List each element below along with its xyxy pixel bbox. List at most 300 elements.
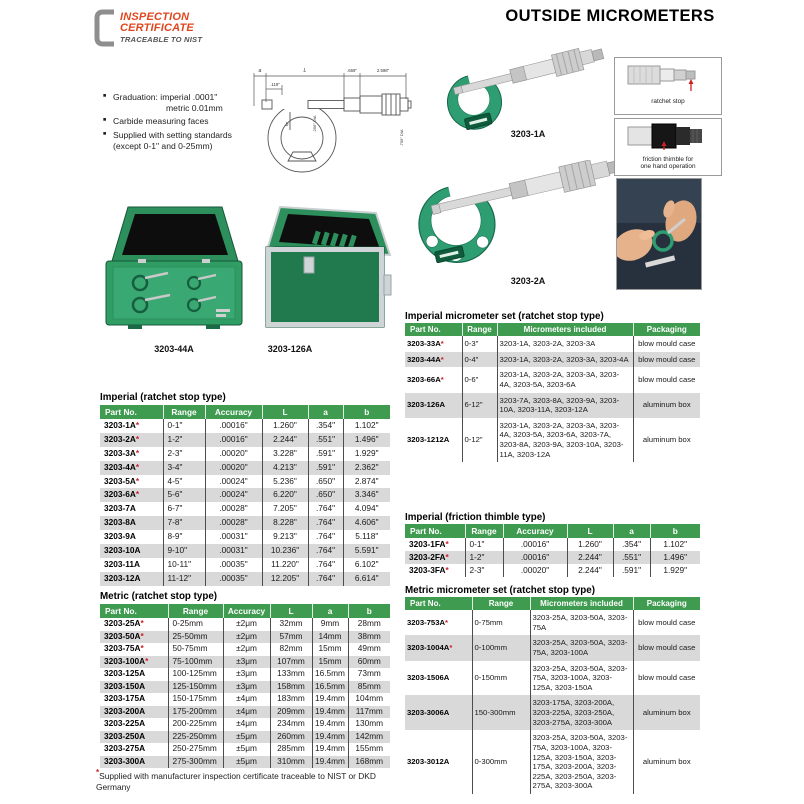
table-row (100, 544, 390, 558)
section-title-imperial-friction: Imperial (friction thimble type) (405, 512, 546, 523)
cell: blow mould case (633, 635, 700, 660)
cell: .00020" (503, 564, 567, 577)
cell: .00016" (503, 538, 567, 551)
table-row (100, 681, 390, 694)
cell: 0-4" (462, 352, 497, 368)
cell: 49mm (357, 643, 381, 654)
one-hand-operation-photo (616, 178, 702, 290)
cell: 32mm (270, 618, 312, 631)
cell: 19.4mm (312, 743, 348, 756)
cell: 2-3" (465, 564, 503, 577)
product-label-3203-126A: 3203-126A (267, 344, 313, 354)
cell: .00024" (205, 475, 262, 489)
cell: 9-10" (163, 544, 205, 558)
feature-standards (103, 130, 263, 151)
table-row (405, 730, 700, 794)
column-header: Part No. (405, 597, 472, 610)
part-number: 3203-1A* (100, 419, 163, 433)
cell: 142mm (348, 731, 390, 744)
dimension-drawing (246, 62, 412, 182)
column-header: a (312, 604, 348, 618)
cell: 1.260" (262, 419, 308, 433)
cell: .764" (308, 530, 343, 544)
cell: .764" (308, 558, 343, 572)
certificate-star: * (140, 643, 144, 654)
cell: 15mm (312, 643, 348, 656)
cell: 19.4mm (312, 718, 348, 731)
cell: 11-12" (163, 572, 205, 586)
part-number: 3203-5A* (100, 475, 163, 489)
cell: blow mould case (638, 339, 696, 348)
imperial-friction-table-container (405, 524, 700, 577)
friction-thimble-callout (614, 118, 722, 176)
cell: 2.244" (567, 564, 613, 577)
cell: ±2μm (223, 643, 270, 656)
cell: 9mm (312, 618, 348, 631)
column-header: Range (168, 604, 223, 618)
cell: .00031" (205, 544, 262, 558)
cell: 3-4" (163, 461, 205, 475)
cell: blow mould case (638, 673, 696, 683)
cell: 9.213" (262, 530, 308, 544)
cell: .764" (308, 544, 343, 558)
section-title-metric-ratchet: Metric (ratchet stop type) (100, 591, 218, 602)
part-number: 3203-3006A (405, 695, 472, 730)
cell: .764" (308, 572, 343, 586)
certificate-star: * (440, 339, 444, 348)
cell: ±5μm (223, 731, 270, 744)
feature-text: Carbide measuring faces (113, 116, 209, 127)
micrometer-3203-1A-image (428, 44, 618, 136)
cell: 7-8" (163, 516, 205, 530)
cell: 2.362" (343, 461, 390, 475)
column-header: Part No. (405, 524, 465, 538)
cell: 0-75mm (472, 610, 530, 635)
cell: 260mm (270, 731, 312, 744)
cell: 19.4mm (312, 706, 348, 719)
imperial-ratchet-table-container (100, 405, 390, 586)
cell: 3203-1A, 3203-2A, 3203-3A, 3203-4A, 3203-5A, 3203-6A, 3203-7A, 3203-8A, 3203-9A, 3203-10A, 3203-11A, 3203-12A (497, 418, 633, 463)
cell: 4-5" (163, 475, 205, 489)
cell: .764" (308, 516, 343, 530)
part-number: 3203-2A* (100, 433, 163, 447)
cell: 234mm (270, 718, 312, 731)
cell: 250-275mm (168, 743, 223, 756)
table-row (100, 433, 390, 447)
product-label-3203-44A: 3203-44A (154, 344, 194, 354)
certificate-star: * (135, 447, 140, 458)
cell: 225-250mm (168, 731, 223, 744)
imperial_set-table (405, 323, 700, 462)
cell: 25-50mm (168, 631, 223, 644)
cell: .00016" (503, 551, 567, 564)
cell: .00035" (205, 558, 262, 572)
cell: 75-100mm (168, 656, 223, 669)
cell: 3203-1A, 3203-2A, 3203-3A, 3203-4A, 3203-5A, 3203-6A (497, 367, 633, 392)
certificate-star: * (445, 551, 449, 562)
friction-thimble-label-line1: friction thimble for (642, 156, 694, 163)
cell: 38mm (348, 631, 390, 644)
section-title-imperial-ratchet: Imperial (ratchet stop type) (100, 392, 226, 403)
certificate-star: * (140, 618, 144, 629)
cell: 275-300mm (168, 756, 223, 769)
cell: .00028" (205, 502, 262, 516)
metric_ratchet-table (100, 604, 390, 768)
part-number: 3203-3A* (100, 447, 163, 461)
cell: 1.102" (663, 538, 688, 549)
cell: 2.244" (567, 551, 613, 564)
cell: 1.929" (354, 447, 379, 458)
part-number: 3203-125A (100, 668, 168, 681)
cell: 6.614" (343, 572, 390, 586)
part-number: 3203-753A* (405, 610, 472, 635)
cell: .00016" (205, 419, 262, 433)
table-row (100, 475, 390, 489)
column-header: Range (472, 597, 530, 610)
table-row (100, 743, 390, 756)
table-row (405, 551, 700, 564)
ratchet-stop-label: ratchet stop (651, 98, 685, 105)
part-number: 3203-1004A* (405, 635, 472, 660)
part-number: 3203-9A (100, 530, 163, 544)
cell: 104mm (355, 693, 384, 704)
ratchet-stop-icon (620, 61, 716, 93)
part-number: 3203-11A (100, 558, 163, 572)
part-number: 3203-275A (100, 743, 168, 756)
column-header: Micrometers included (497, 323, 633, 336)
table-row (405, 610, 700, 635)
cell: 16.5mm (312, 681, 348, 694)
cell: 150-300mm (472, 695, 530, 730)
cell: 3.346" (343, 488, 390, 502)
cell: .00016" (205, 433, 262, 447)
column-header: Micrometers included (530, 597, 633, 610)
cell: 209mm (270, 706, 312, 719)
cell: 6.102" (354, 558, 379, 569)
table-row (100, 643, 390, 656)
cell: 3203-25A, 3203-50A, 3203-75A, 3203-100A (530, 635, 633, 660)
table-row (100, 558, 390, 572)
footnote-text: Supplied with manufacturer inspection certificate traceable to NIST or DKD Germany (96, 770, 376, 792)
cell: aluminum box (642, 435, 691, 445)
column-header: b (343, 405, 390, 419)
dim-a-label: a (258, 68, 262, 74)
cell: 1.496" (650, 551, 700, 564)
cell: ±3μm (223, 656, 270, 669)
table-row (100, 656, 390, 669)
cell: 2.244" (262, 433, 308, 447)
ratchet-stop-callout (614, 57, 722, 115)
part-number: 3203-1506A (405, 661, 472, 696)
cell: 133mm (270, 668, 312, 681)
table-row (100, 419, 390, 433)
cell: 5.591" (343, 544, 390, 558)
cell: ±2μm (223, 618, 270, 631)
cell: 2-3" (163, 447, 205, 461)
table-row (405, 367, 700, 392)
friction-thimble-label-line2: one hand operation (640, 163, 696, 171)
cell: 1.102" (354, 419, 379, 430)
certificate-tagline: TRACEABLE TO NIST (120, 35, 203, 44)
cell: .551" (308, 433, 343, 447)
cell: 12.205" (262, 572, 308, 586)
part-number: 3203-200A (100, 706, 168, 719)
cell: 100-125mm (168, 668, 223, 681)
table-row (405, 393, 700, 418)
part-number: 3203-25A* (100, 618, 168, 631)
section-title-metric-set: Metric micrometer set (ratchet stop type) (405, 585, 596, 596)
cell: 3.228" (262, 447, 308, 461)
cell: 4.094" (354, 503, 379, 514)
cell: 10-11" (163, 558, 205, 572)
table-row (405, 418, 700, 463)
footnote (96, 768, 396, 793)
dim-2598-label: 2.598" (376, 68, 390, 73)
cell: 6-12" (462, 393, 497, 418)
certificate-star: * (445, 538, 449, 549)
column-header: Range (163, 405, 205, 419)
table-row (100, 668, 390, 681)
cell: 0-300mm (472, 730, 530, 794)
column-header: Range (462, 323, 497, 336)
cell: 0-6" (462, 367, 497, 392)
part-number: 3203-44A* (405, 352, 462, 368)
cell: 8.228" (262, 516, 308, 530)
cell: .591" (308, 447, 343, 461)
table-row (100, 572, 390, 586)
cell: .591" (613, 564, 650, 577)
cell: 5-6" (163, 488, 205, 502)
cell: ±4μm (223, 706, 270, 719)
cell: 117mm (348, 706, 390, 719)
cell: 3203-25A, 3203-50A, 3203-75A, 3203-100A, 3203-125A, 3203-150A (530, 661, 633, 696)
cell: .650" (308, 475, 343, 489)
feature-subtext: (except 0-1" and 0-25mm) (113, 140, 213, 151)
column-header: b (650, 524, 700, 538)
certificate-star: * (135, 461, 140, 472)
cell: 5.236" (262, 475, 308, 489)
cell: 4.606" (343, 516, 390, 530)
cell: 5.118" (355, 531, 379, 542)
micrometer-outline (262, 94, 411, 172)
section-title-imperial-set: Imperial micrometer set (ratchet stop type) (405, 311, 604, 322)
cell: aluminum box (642, 757, 691, 767)
cell: 0-100mm (472, 635, 530, 660)
cell: ±5μm (223, 743, 270, 756)
cell: 285mm (270, 743, 312, 756)
cell: 16.5mm (312, 668, 348, 681)
cell: 3203-7A, 3203-8A, 3203-9A, 3203-10A, 3203-11A, 3203-12A (497, 393, 633, 418)
micrometer-set-3203-126A-image (252, 205, 402, 341)
cell: 150-175mm (168, 693, 223, 706)
table-row (100, 516, 390, 530)
column-header: L (567, 524, 613, 538)
cell: .00035" (205, 572, 262, 586)
table-row (100, 756, 390, 769)
table-row (405, 564, 700, 577)
cell: 175-200mm (168, 706, 223, 719)
certificate-star: * (135, 475, 140, 486)
cell: 82mm (270, 643, 312, 656)
cell: 15mm (312, 656, 348, 669)
table-row (405, 352, 700, 368)
feature-text: Graduation: imperial .0001" (113, 92, 218, 102)
feature-carbide (103, 116, 263, 127)
part-number: 3203-250A (100, 731, 168, 744)
part-number: 3203-175A (100, 693, 168, 706)
part-number: 3203-2FA* (405, 551, 465, 564)
part-number: 3203-126A (405, 393, 462, 418)
cell: .650" (308, 488, 343, 502)
cell: 130mm (355, 718, 384, 729)
table-row (100, 502, 390, 516)
part-number: 3203-3012A (405, 730, 472, 794)
certificate-star: * (445, 564, 449, 575)
dim-709-label: .709" DIA (399, 129, 404, 147)
dim-256-label: .256" DIA (312, 115, 317, 133)
imperial_friction-table (405, 524, 700, 577)
cell: .00024" (205, 488, 262, 502)
table-row (100, 731, 390, 744)
cell: 3203-25A, 3203-50A, 3203-75A, 3203-100A, 3203-125A, 3203-150A, 3203-175A, 3203-200A, 3203-225A, 3203-250A, 3203-275A, 3203-300A (530, 730, 633, 794)
cell: .764" (308, 502, 343, 516)
micrometer-set-3203-44A-image (98, 203, 250, 341)
part-number: 3203-1FA* (405, 538, 465, 551)
cell: 183mm (270, 693, 312, 706)
certificate-star: * (440, 375, 444, 385)
certificate-star: * (449, 643, 453, 653)
table-row (100, 706, 390, 719)
cell: 14mm (312, 631, 348, 644)
table-row (405, 661, 700, 696)
cell: 2.874" (354, 475, 379, 486)
part-number: 3203-100A* (100, 656, 168, 669)
imperial_ratchet-table (100, 405, 390, 586)
footnote-star: * (96, 768, 100, 777)
table-row (100, 447, 390, 461)
cell: 1-2" (163, 433, 205, 447)
certificate-bracket-icon (93, 8, 117, 48)
metric_set-table (405, 597, 700, 794)
cell: .354" (308, 419, 343, 433)
certificate-star: * (135, 489, 140, 500)
part-number: 3203-3FA* (405, 564, 465, 577)
cell: 0-3" (462, 336, 497, 352)
cell: .00020" (205, 461, 262, 475)
table-row (100, 718, 390, 731)
certificate-star: * (145, 655, 149, 666)
cell: aluminum box (633, 393, 700, 418)
header-row (405, 524, 700, 538)
part-number: 3203-1212A (405, 418, 462, 463)
cell: 6.220" (262, 488, 308, 502)
column-header: b (348, 604, 390, 618)
cell: 168mm (348, 756, 390, 769)
cell: 73mm (357, 668, 381, 679)
column-header: L (262, 405, 308, 419)
header-row (100, 405, 390, 419)
feature-text: Supplied with setting standards (113, 130, 232, 141)
part-number: 3203-4A* (100, 461, 163, 475)
feature-graduation (103, 92, 263, 113)
part-number: 3203-50A* (100, 631, 168, 644)
cell: 7.205" (262, 502, 308, 516)
cell: 85mm (348, 681, 390, 694)
imperial-set-table-container (405, 323, 700, 462)
column-header: a (613, 524, 650, 538)
metric-ratchet-table-container (100, 604, 390, 768)
table-row (100, 461, 390, 475)
table-row (405, 336, 700, 352)
cell: 6-7" (163, 502, 205, 516)
table-row (405, 635, 700, 660)
cell: 3203-1A, 3203-2A, 3203-3A, 3203-4A (497, 352, 633, 368)
cell: 10.236" (262, 544, 308, 558)
column-header: Part No. (405, 323, 462, 336)
page-title: OUTSIDE MICROMETERS (505, 7, 715, 25)
cell: ±3μm (223, 668, 270, 681)
cell: 158mm (270, 681, 312, 694)
part-number: 3203-7A (100, 502, 163, 516)
cell: 57mm (270, 631, 312, 644)
certificate-title-line2: CERTIFICATE (120, 21, 194, 34)
part-number: 3203-33A* (405, 336, 462, 352)
cell: ±4μm (223, 693, 270, 706)
part-number: 3203-12A (100, 572, 163, 586)
certificate-star: * (140, 630, 144, 641)
cell: 19.4mm (312, 693, 348, 706)
cell: blow mould case (633, 352, 700, 368)
cell: 3203-175A, 3203-200A, 3203-225A, 3203-250A, 3203-275A, 3203-300A (530, 695, 633, 730)
cell: ±5μm (223, 756, 270, 769)
table-row (405, 538, 700, 551)
header-row (405, 323, 700, 336)
cell: 0-1" (465, 538, 503, 551)
cell: 0-12" (462, 418, 497, 463)
part-number: 3203-150A (100, 681, 168, 694)
part-number: 3203-66A* (405, 367, 462, 392)
dim-669-label: .669" (347, 68, 357, 73)
column-header: Packaging (633, 323, 700, 336)
part-number: 3203-10A (100, 544, 163, 558)
part-number: 3203-6A* (100, 488, 163, 502)
column-header: a (308, 405, 343, 419)
feature-subtext: metric 0.01mm (166, 102, 223, 113)
cell: 19.4mm (312, 756, 348, 769)
inspection-certificate-logo (93, 8, 233, 48)
column-header: L (270, 604, 312, 618)
cell: blow mould case (638, 617, 696, 627)
certificate-title-line1: INSPECTION (120, 11, 190, 23)
feature-list (103, 92, 263, 155)
part-number: 3203-75A* (100, 643, 168, 656)
cell: 28mm (357, 618, 381, 629)
cell: 1.929" (663, 564, 688, 575)
micrometer-3203-2A-image (398, 160, 630, 274)
cell: 200-225mm (168, 718, 223, 731)
dim-L-label: L (303, 68, 307, 74)
table-row (100, 488, 390, 502)
certificate-star: * (445, 617, 449, 627)
header-row (100, 604, 390, 618)
cell: 1.260" (567, 538, 613, 551)
cell: 50-75mm (168, 643, 223, 656)
column-header: Range (465, 524, 503, 538)
dim-b-label: b (285, 122, 289, 128)
cell: 0-25mm (168, 618, 223, 631)
certificate-star: * (135, 419, 140, 430)
cell: .00020" (205, 447, 262, 461)
